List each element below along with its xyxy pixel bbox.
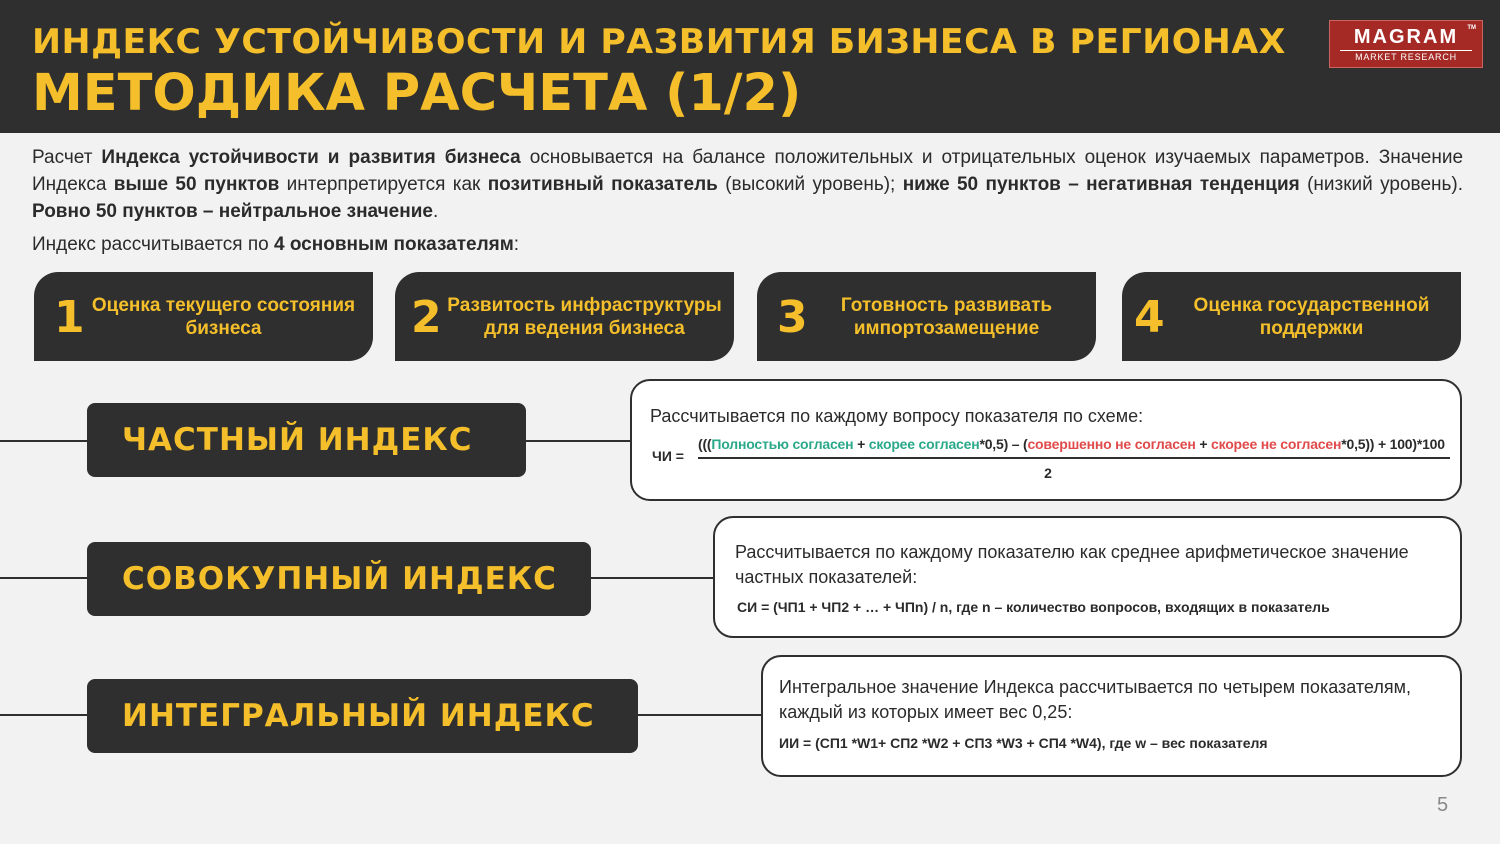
index-box-integral	[761, 655, 1462, 777]
page-subtitle: МЕТОДИКА РАСЧЕТА (1/2)	[32, 64, 802, 123]
index-formula: СИ = (ЧП1 + ЧП2 + … + ЧПn) / n, где n – количество вопросов, входящих в показатель	[737, 599, 1330, 615]
indicator-card-4	[1122, 272, 1461, 361]
logo-divider	[1340, 50, 1472, 51]
index-description: Рассчитывается по каждому показателю как среднее арифметическое значение частных показателей:	[735, 542, 1409, 587]
index-box-partial	[630, 379, 1462, 501]
indicator-card-2	[395, 272, 734, 361]
page-number: 5	[1437, 794, 1449, 816]
logo-tagline: MARKET RESEARCH	[1355, 52, 1457, 62]
index-name: ИНТЕГРАЛЬНЫЙ ИНДЕКС	[122, 698, 595, 734]
page-title: ИНДЕКС УСТОЙЧИВОСТИ И РАЗВИТИЯ БИЗНЕСА В РЕГИОНАХ	[32, 22, 1286, 62]
indicator-number: 1	[54, 292, 85, 343]
index-bar-partial	[87, 403, 526, 477]
indicator-number: 3	[777, 292, 808, 343]
index-name: ЧАСТНЫЙ ИНДЕКС	[122, 422, 473, 458]
formula-numerator: (((Полностью согласен + скорее согласен*0,5) – (совершенно не согласен + скорее не согласен*0,5)) + 100)*100	[698, 436, 1445, 452]
indicator-label: Оценка текущего состояния бизнеса	[91, 294, 356, 339]
indicator-card-1	[34, 272, 373, 361]
logo-tm: TM	[1467, 25, 1476, 31]
intro-indicators-line: Индекс рассчитывается по 4 основным показателям:	[32, 234, 520, 255]
indicator-label: Развитость инфраструктуры для ведения бизнеса	[447, 294, 722, 339]
indicator-label: Оценка государственной поддержки	[1193, 294, 1430, 339]
index-description: Интегральное значение Индекса рассчитывается по четырем показателям, каждый из которых имеет вес 0,25:	[779, 677, 1411, 722]
index-name: СОВОКУПНЫЙ ИНДЕКС	[122, 561, 557, 597]
index-formula: ИИ = (СП1 *W1+ СП2 *W2 + СП3 *W3 + СП4 *W4), где w – вес показателя	[779, 735, 1268, 751]
index-bar-aggregate	[87, 542, 591, 616]
header	[0, 0, 1500, 133]
indicator-number: 2	[411, 292, 442, 343]
intro-paragraph: Расчет Индекса устойчивости и развития бизнеса основывается на балансе положительных и отрицательных оценок изучаемых параметров. Значение Индекса выше 50 пунктов интерпретируется как позитивный показатель (высокий уровень); ниже 50 пунктов – негативная тенденция (низкий уровень). Ровно 50 пунктов – нейтральное значение.	[32, 147, 1464, 222]
logo-name: MAGRAM	[1353, 26, 1459, 48]
formula-lhs: ЧИ =	[652, 448, 684, 464]
formula-denominator: 2	[1044, 465, 1052, 481]
indicator-card-3	[757, 272, 1096, 361]
index-box-aggregate	[713, 516, 1462, 638]
indicator-number: 4	[1134, 292, 1165, 343]
indicator-label: Готовность развивать импортозамещение	[840, 294, 1053, 339]
index-description: Рассчитывается по каждому вопросу показателя по схеме:	[650, 406, 1144, 426]
logo	[1329, 20, 1483, 68]
index-bar-integral	[87, 679, 638, 753]
fraction-line	[698, 457, 1450, 459]
